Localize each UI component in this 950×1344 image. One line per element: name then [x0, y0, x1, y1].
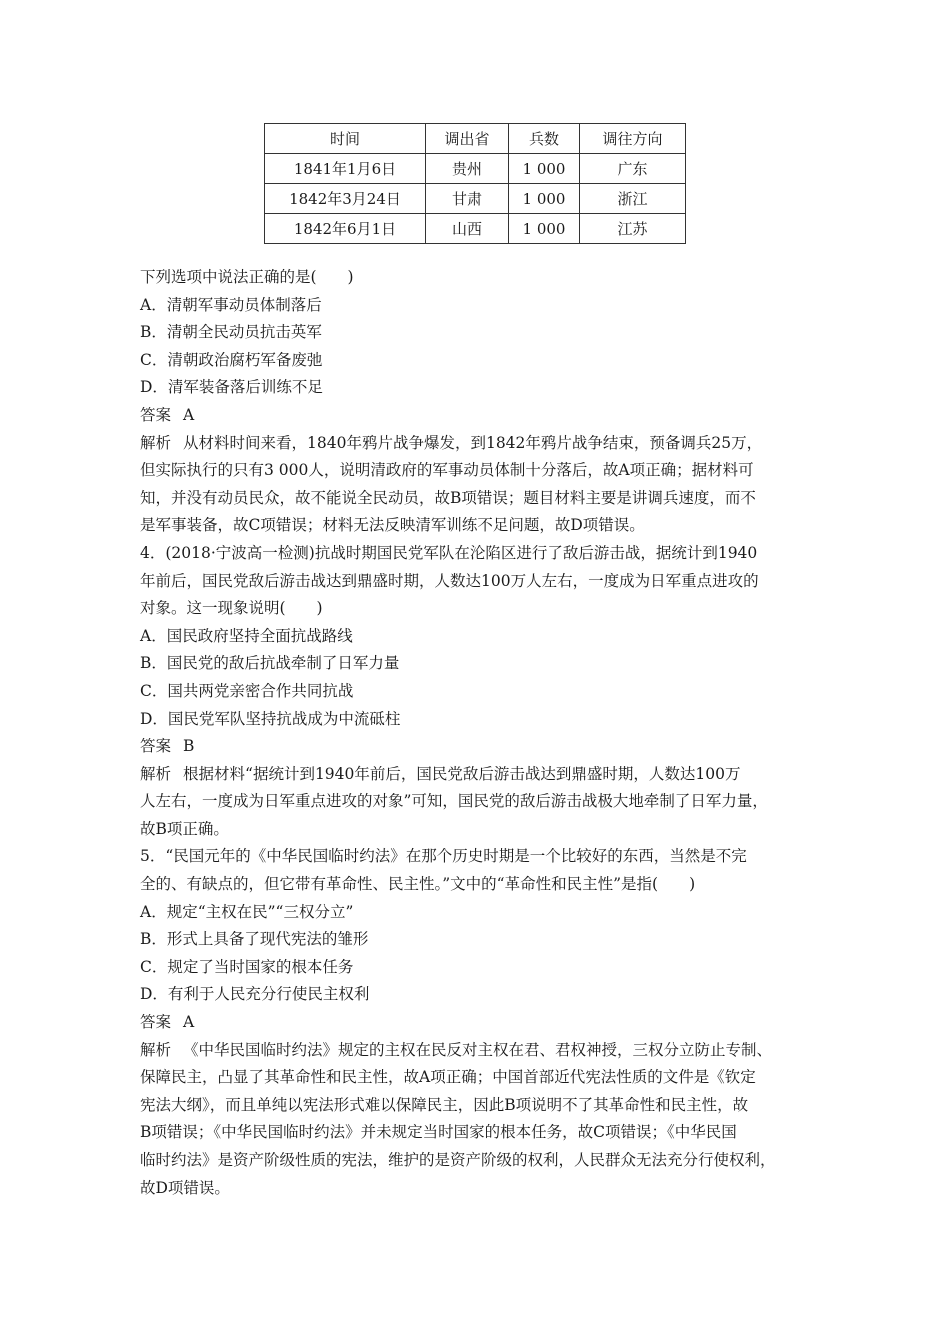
column-header: 调出省 — [426, 124, 509, 154]
table-cell: 浙江 — [580, 184, 686, 214]
table-header-row — [265, 124, 686, 154]
table-row — [265, 184, 686, 214]
answer-line — [140, 733, 820, 761]
table-row — [265, 154, 686, 184]
analysis-text: 是军事装备，故C项错误；材料无法反映清军训练不足问题，故D项错误。 — [140, 516, 645, 535]
analysis-line — [140, 1037, 820, 1065]
analysis-line — [140, 430, 820, 458]
table-cell: 广东 — [580, 154, 686, 184]
question-stem: 年前后，国民党敌后游击战达到鼎盛时期，人数达100万人左右，一度成为日军重点进攻的 — [140, 571, 759, 590]
question-stem: 5．“民国元年的《中华民国临时约法》在那个历史时期是一个比较好的东西，当然是不完 — [140, 847, 747, 866]
analysis-text: 知，并没有动员民众，故不能说全民动员，故B项错误；题目材料主要是讲调兵速度，而不 — [140, 488, 756, 507]
option-d: D．清军装备落后训练不足 — [140, 378, 323, 397]
option-d: D．国民党军队坚持抗战成为中流砥柱 — [140, 709, 401, 728]
option-b: B．形式上具备了现代宪法的雏形 — [140, 930, 369, 949]
analysis-label: 解析 — [140, 764, 172, 783]
table-cell: 1 000 — [509, 184, 580, 214]
option-b: B．清朝全民动员抗击英军 — [140, 323, 322, 342]
analysis-text: B项错误；《中华民国临时约法》并未规定当时国家的根本任务，故C项错误；《中华民国 — [140, 1123, 737, 1142]
answer-label: 答案 — [140, 405, 172, 424]
analysis-text: 故D项错误。 — [140, 1178, 230, 1197]
option-c: C．清朝政治腐朽军备废弛 — [140, 350, 323, 369]
analysis-text: 但实际执行的只有3 000人，说明清政府的军事动员体制十分落后，故A项正确；据材料可 — [140, 461, 754, 480]
analysis-line — [140, 761, 820, 789]
answer-line — [140, 402, 820, 430]
table-cell: 1842年3月24日 — [265, 184, 426, 214]
analysis-text: 人左右，一度成为日军重点进攻的对象”可知，国民党的敌后游击战极大地牵制了日军力量， — [140, 792, 768, 811]
table-cell: 1841年1月6日 — [265, 154, 426, 184]
question-stem: 全的、有缺点的，但它带有革命性、民主性。”文中的“革命性和民主性”是指( ) — [140, 875, 696, 894]
analysis-text: 故B项正确。 — [140, 819, 229, 838]
option-a: A．规定“主权在民”“三权分立” — [140, 902, 354, 921]
column-header: 时间 — [265, 124, 426, 154]
table-cell: 甘肃 — [426, 184, 509, 214]
column-header: 调往方向 — [580, 124, 686, 154]
option-c: C．国共两党亲密合作共同抗战 — [140, 681, 354, 700]
question-stem: 4．(2018·宁波高一检测)抗战时期国民党军队在沦陷区进行了敌后游击战，据统计到1940 — [140, 543, 758, 562]
analysis-label: 解析 — [140, 1040, 172, 1059]
option-c: C．规定了当时国家的根本任务 — [140, 957, 354, 976]
analysis-text: 《中华民国临时约法》规定的主权在民反对主权在君、君权神授，三权分立防止专制、 — [183, 1040, 773, 1059]
column-header: 兵数 — [509, 124, 580, 154]
table-cell: 1 000 — [509, 214, 580, 244]
option-a: A．国民政府坚持全面抗战路线 — [140, 626, 353, 645]
answer-value: B — [183, 737, 195, 756]
option-b: B．国民党的敌后抗战牵制了日军力量 — [140, 654, 400, 673]
table-cell: 贵州 — [426, 154, 509, 184]
answer-value: A — [183, 1013, 195, 1032]
question-stem: 对象。这一现象说明( ) — [140, 599, 323, 618]
question-stem: 下列选项中说法正确的是( ) — [140, 268, 354, 286]
table-cell: 江苏 — [580, 214, 686, 244]
option-d: D．有利于人民充分行使民主权利 — [140, 985, 370, 1004]
answer-value: A — [183, 405, 195, 424]
analysis-text: 临时约法》是资产阶级性质的宪法，维护的是资产阶级的权利，人民群众无法充分行使权利， — [140, 1151, 776, 1169]
answer-line — [140, 1009, 820, 1037]
option-a: A．清朝军事动员体制落后 — [140, 295, 322, 314]
table-cell: 山西 — [426, 214, 509, 244]
analysis-text: 保障民主，凸显了其革命性和民主性，故A项正确；中国首部近代宪法性质的文件是《钦定 — [140, 1068, 756, 1087]
table-cell: 1 000 — [509, 154, 580, 184]
table-row — [265, 214, 686, 244]
analysis-text: 宪法大纲》，而且单纯以宪法形式难以保障民主，因此B项说明不了其革命性和民主性，故 — [140, 1095, 749, 1114]
answer-label: 答案 — [140, 737, 172, 756]
analysis-label: 解析 — [140, 433, 172, 452]
analysis-text: 根据材料“据统计到1940年前后，国民党敌后游击战达到鼎盛时期，人数达100万 — [183, 764, 741, 783]
answer-label: 答案 — [140, 1013, 172, 1032]
table-cell: 1842年6月1日 — [265, 214, 426, 244]
question-content — [140, 264, 820, 1202]
analysis-text: 从材料时间来看，1840年鸦片战争爆发，到1842年鸦片战争结束，预备调兵25万， — [183, 433, 763, 452]
troop-transfer-table — [264, 123, 686, 244]
